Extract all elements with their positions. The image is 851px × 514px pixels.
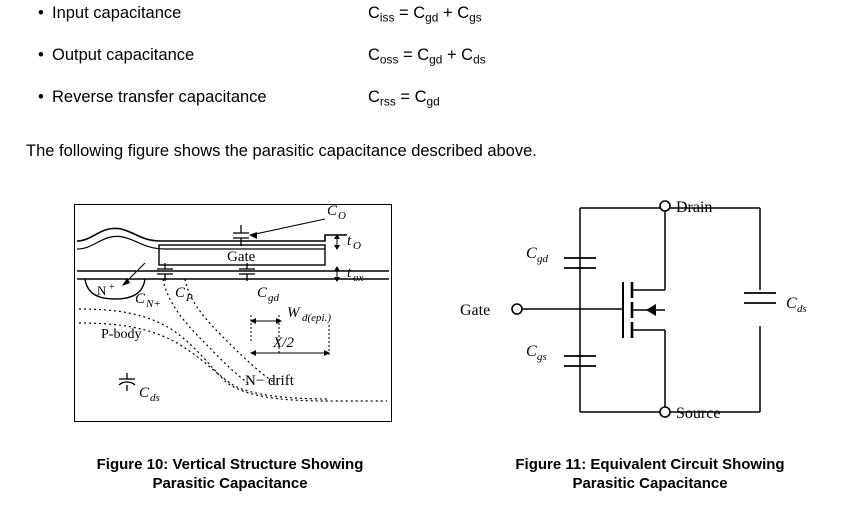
label-co: C [327, 205, 338, 219]
equivalent-circuit-drawing [460, 190, 840, 430]
caption-line-1: Figure 10: Vertical Structure Showing [96, 456, 364, 473]
caption-line-2: Parasitic Capacitance [572, 475, 728, 492]
bullet-label [38, 46, 368, 65]
list-item [38, 46, 598, 88]
capacitor-symbol-cgd [239, 263, 255, 281]
formula-sub: iss [379, 10, 395, 25]
list-item [38, 4, 598, 46]
label-tox-sub: ox [353, 272, 364, 284]
bullet-label [38, 88, 368, 107]
label-cp: C [175, 285, 186, 301]
formula-sub: gd [425, 10, 439, 25]
label-cgd-sub: gd [268, 292, 279, 304]
vertical-structure-drawing [75, 205, 391, 421]
formula-sub: gs [469, 10, 482, 25]
source-terminal-node [660, 407, 670, 417]
label-cp-sub: P [186, 292, 193, 304]
figure-11-caption [450, 455, 850, 493]
capacitor-symbol-co [233, 225, 249, 246]
label-cgd-sub: gd [537, 253, 548, 265]
bullet-text: Output capacitance [52, 46, 195, 64]
label-wdepi-sub: d(epi.) [302, 312, 332, 324]
label-xhalf: X/2 [273, 335, 294, 351]
label-cnplus-sub: N+ [146, 298, 161, 310]
bullet-dot-icon: • [38, 4, 44, 22]
formula-sub: gd [426, 94, 440, 109]
label-cnplus: C [135, 291, 146, 307]
capacitor-symbol-cp [157, 263, 173, 281]
figure-equivalent-circuit [460, 190, 840, 430]
label-gate: Gate [227, 249, 256, 265]
label-cgs-sub: gs [537, 351, 547, 363]
label-p-body: P-body [101, 327, 142, 342]
caption-line-2: Parasitic Capacitance [152, 475, 308, 492]
label-n-plus: N [97, 283, 107, 298]
label-co-sub: O [338, 210, 346, 222]
label-cds: C [139, 385, 150, 401]
drain-terminal-node [660, 201, 670, 211]
figure-10-caption [40, 455, 420, 493]
label-source: Source [676, 405, 721, 422]
bullet-label [38, 4, 368, 23]
bullet-dot-icon: • [38, 46, 44, 64]
label-tox: t [347, 265, 352, 281]
capacitor-symbol-cds [119, 373, 135, 391]
formula-sub: oss [379, 52, 399, 67]
label-cgs: C [526, 343, 537, 360]
gate-terminal-node [512, 304, 522, 314]
body-paragraph: The following figure shows the parasitic capacitance described above. [26, 142, 537, 160]
formula-sub: gd [429, 52, 443, 67]
label-cgd: C [257, 285, 268, 301]
formula-crss: $C_{rss} = C_{gd}$ [368, 88, 440, 109]
label-gate: Gate [460, 302, 491, 319]
label-n-drift: N− drift [245, 373, 294, 389]
formula-sub: rss [379, 94, 396, 109]
formula-coss: $C_{oss} = C_{gd} + C_{ds}$ [368, 46, 486, 67]
label-cgd: C [526, 245, 537, 262]
formula-ciss: $C_{iss} = C_{gd} + C_{gs}$ [368, 4, 482, 25]
label-wdepi: W [287, 305, 300, 321]
bullet-dot-icon: • [38, 88, 44, 106]
bullet-text: Input capacitance [52, 4, 182, 22]
label-n-plus-superscript: + [109, 282, 115, 293]
bullet-list [38, 4, 598, 130]
label-cds: C [786, 295, 797, 312]
label-to: t [347, 233, 352, 249]
caption-line-1: Figure 11: Equivalent Circuit Showing [515, 456, 785, 473]
label-drain: Drain [676, 199, 713, 216]
list-item [38, 88, 598, 130]
bullet-text: Reverse transfer capacitance [52, 88, 267, 106]
formula-sub: ds [473, 52, 486, 67]
label-to-sub: O [353, 240, 361, 252]
label-cds-sub: ds [150, 392, 160, 404]
label-cds-sub: ds [797, 303, 807, 315]
figure-vertical-structure [74, 204, 392, 422]
capacitor-symbol-cds [744, 293, 776, 303]
